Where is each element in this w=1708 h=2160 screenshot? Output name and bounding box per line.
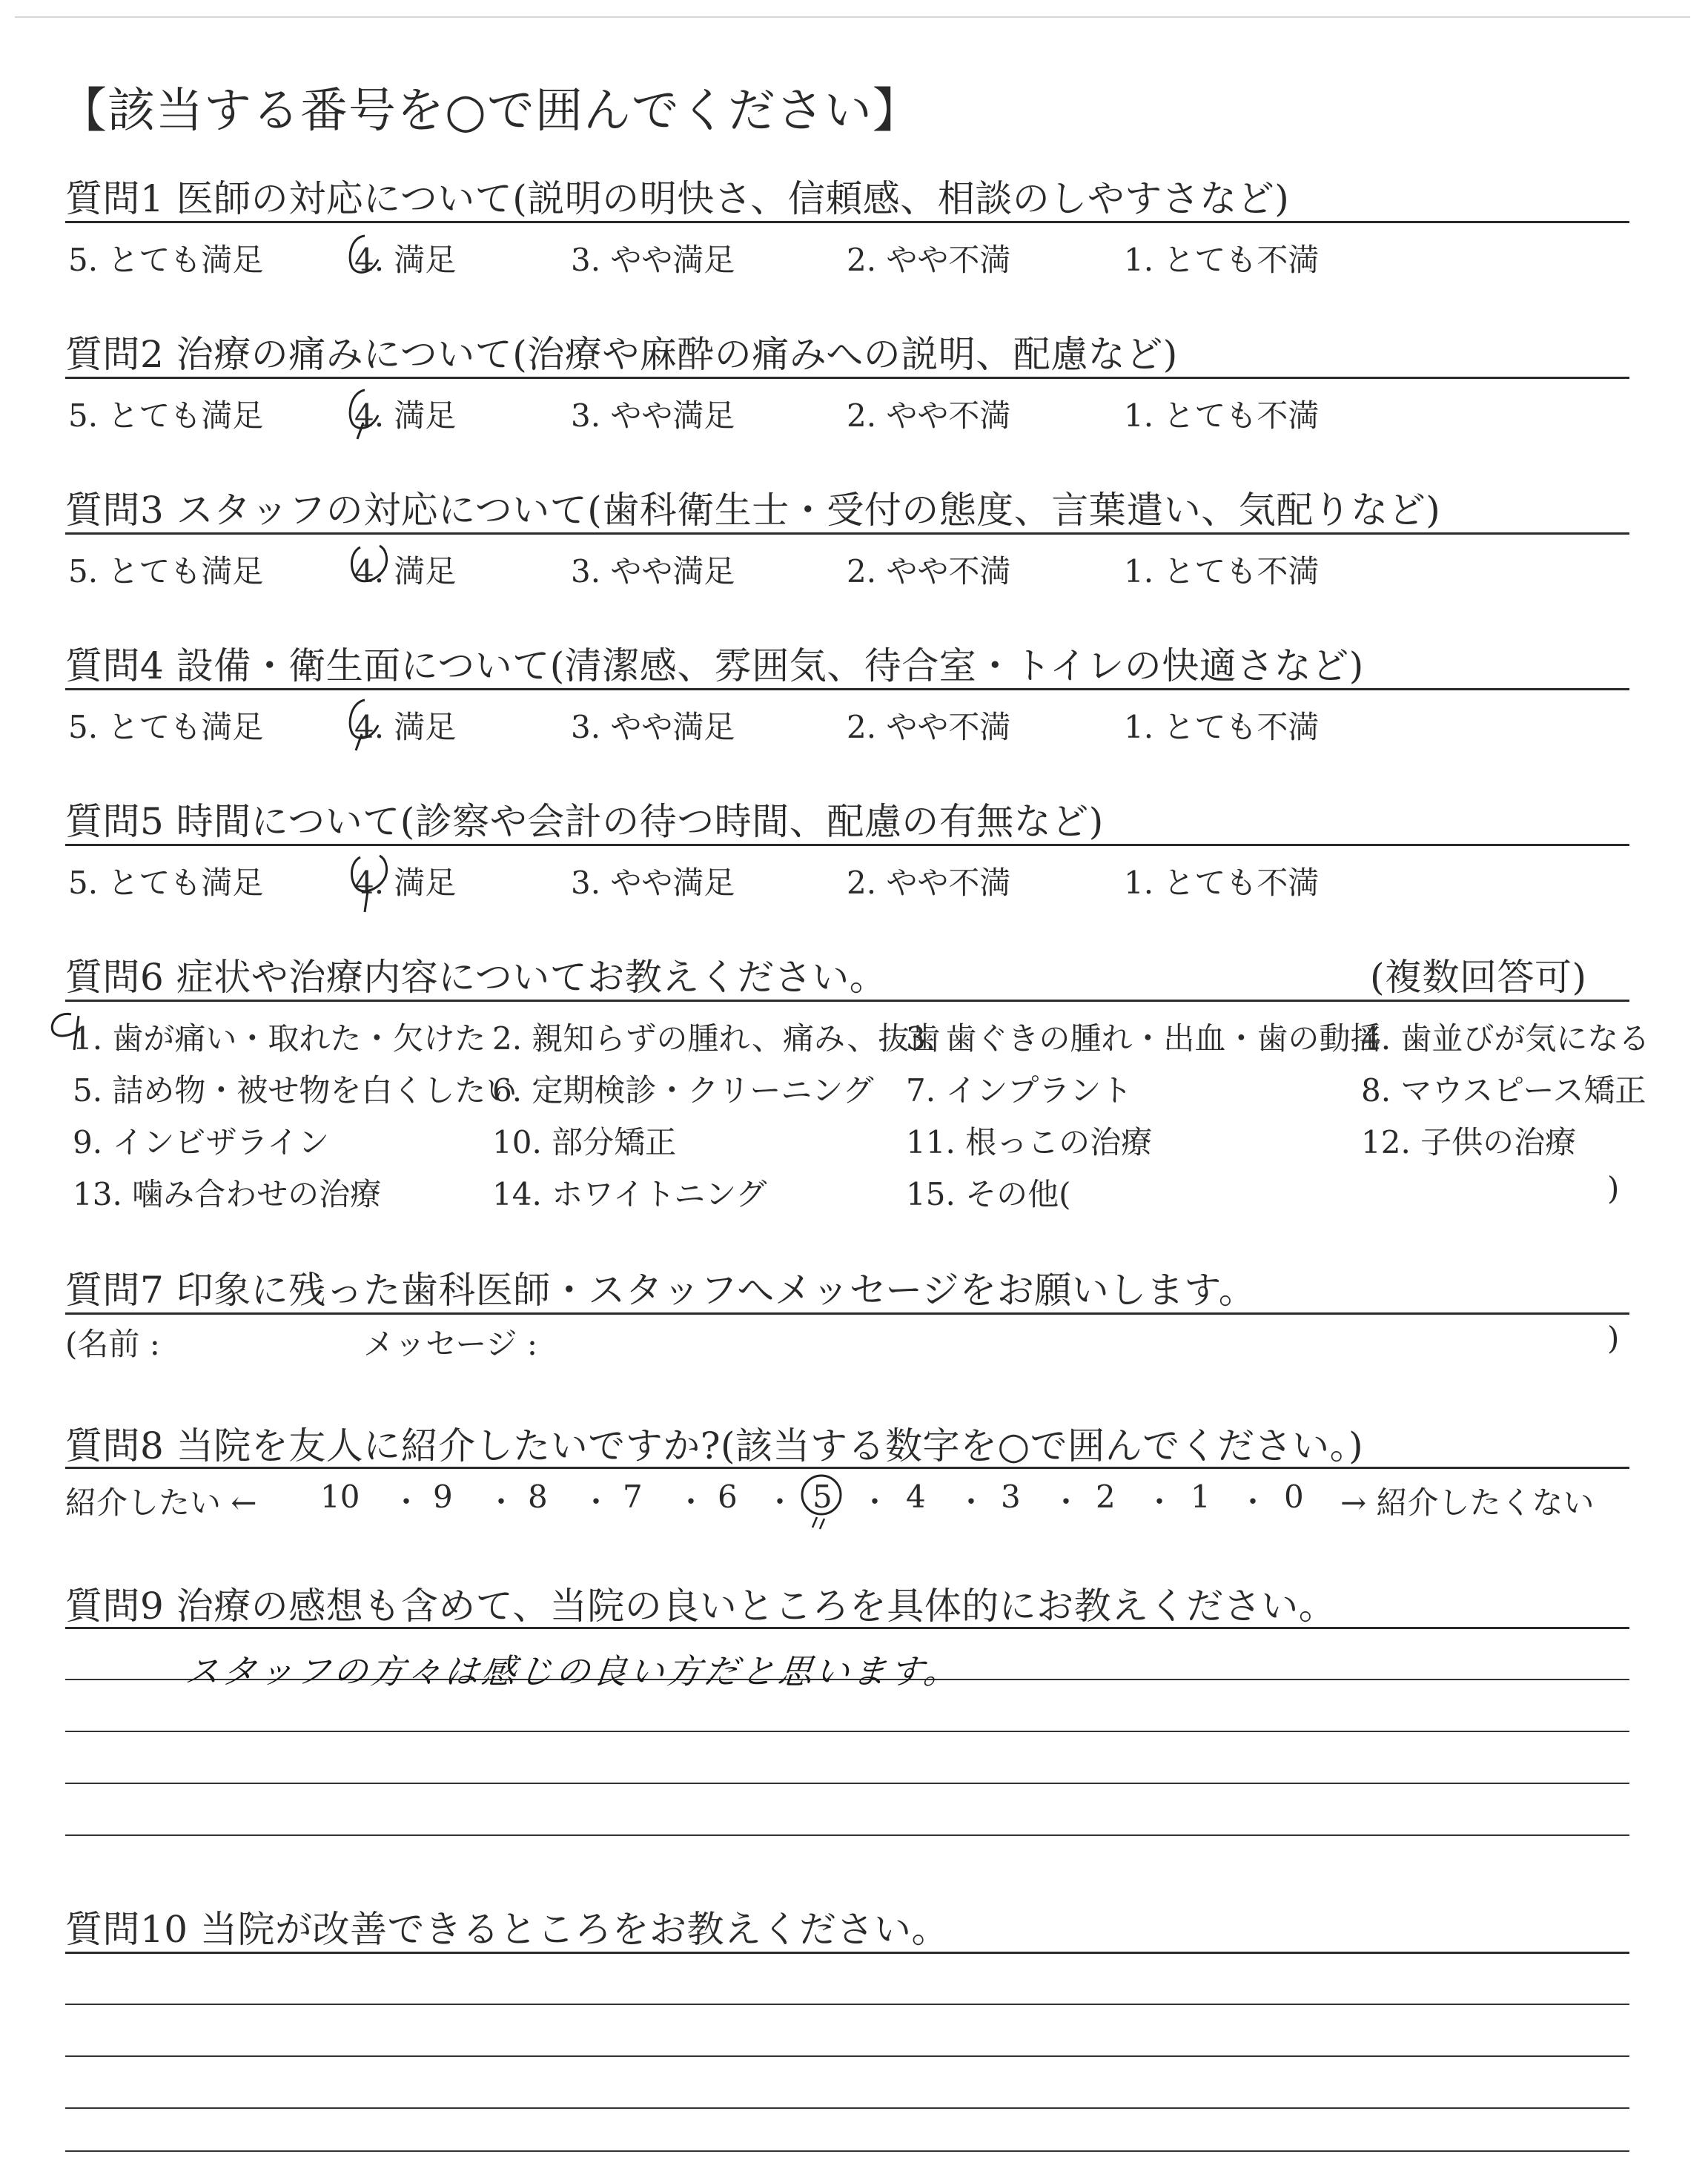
question-6-rule xyxy=(65,1000,1629,1002)
question-5-rule xyxy=(65,844,1629,846)
q6-option-1[interactable]: 1. 歯が痛い・取れた・欠けた xyxy=(73,1020,486,1057)
question-4-label: 質問4 設備・衛生面について(清潔感、雰囲気、待合室・トイレの快適さなど) xyxy=(65,644,1364,687)
q8-separator: ・ xyxy=(486,1485,516,1519)
q4-option-5[interactable]: 5. とても満足 xyxy=(68,709,264,745)
page-top-edge xyxy=(15,16,1690,18)
question-7-rule xyxy=(65,1312,1629,1315)
q5-option-4[interactable]: 4. 満足 xyxy=(354,865,457,901)
q10-writing-line-3 xyxy=(65,2107,1629,2109)
q7-message-label: メッセージ : xyxy=(363,1326,537,1362)
q6-option-2[interactable]: 2. 親知らずの腫れ、痛み、抜歯 xyxy=(492,1020,941,1057)
q1-circle-mark xyxy=(342,230,394,282)
q7-close-paren: ) xyxy=(1607,1320,1620,1356)
q2-circle-mark xyxy=(342,386,394,445)
q8-scale-8[interactable]: 8 xyxy=(528,1479,548,1515)
q8-scale-7[interactable]: 7 xyxy=(623,1479,643,1515)
question-9-label: 質問9 治療の感想も含めて、当院の良いところを具体的にお教えください。 xyxy=(65,1585,1337,1628)
q8-right-label: → 紹介したくない xyxy=(1340,1484,1595,1521)
q4-option-4[interactable]: 4. 満足 xyxy=(354,709,457,745)
q8-scale-3[interactable]: 3 xyxy=(1001,1479,1021,1515)
q2-option-2[interactable]: 2. やや不満 xyxy=(847,397,1011,434)
q8-scale-4[interactable]: 4 xyxy=(906,1479,926,1515)
q6-option-11[interactable]: 11. 根っこの治療 xyxy=(906,1124,1153,1160)
q9-writing-line-3 xyxy=(65,1783,1629,1784)
q1-option-5[interactable]: 5. とても満足 xyxy=(68,242,264,278)
q8-scale-9[interactable]: 9 xyxy=(433,1479,453,1515)
q3-circle-mark xyxy=(342,540,409,592)
q1-option-3[interactable]: 3. やや満足 xyxy=(571,242,735,278)
q8-scale-2[interactable]: 2 xyxy=(1096,1479,1116,1515)
q10-writing-line-2 xyxy=(65,2055,1629,2057)
question-8-rule xyxy=(65,1467,1629,1469)
question-3-rule xyxy=(65,532,1629,535)
q8-scale-10[interactable]: 10 xyxy=(320,1479,360,1515)
q2-option-4[interactable]: 4. 満足 xyxy=(354,397,457,434)
q8-scale-6[interactable]: 6 xyxy=(718,1479,738,1515)
question-9-rule xyxy=(65,1627,1629,1629)
question-1-rule xyxy=(65,221,1629,223)
q7-name-label: (名前 : xyxy=(65,1326,160,1362)
q6-option-1-check-mark xyxy=(44,1007,104,1059)
q4-option-3[interactable]: 3. やや満足 xyxy=(571,709,735,745)
q5-circle-mark xyxy=(342,850,409,916)
q6-option-3[interactable]: 3. 歯ぐきの腫れ・出血・歯の動揺 xyxy=(906,1020,1382,1057)
question-4-rule xyxy=(65,688,1629,690)
question-2-label: 質問2 治療の痛みについて(治療や麻酔の痛みへの説明、配慮など) xyxy=(65,333,1178,376)
page-title: 【該当する番号を○で囲んでください】 xyxy=(59,84,921,139)
question-8-label: 質問8 当院を友人に紹介したいですか?(該当する数字を○で囲んでください。) xyxy=(65,1424,1364,1467)
q9-handwritten-answer: スタッフの方々は感じの良い方だと思います。 xyxy=(182,1651,963,1691)
q2-option-5[interactable]: 5. とても満足 xyxy=(68,397,264,434)
q6-option-15[interactable]: 15. その他( xyxy=(906,1176,1071,1212)
q8-separator: ・ xyxy=(676,1485,706,1519)
question-5-label: 質問5 時間について(診察や会計の待つ時間、配慮の有無など) xyxy=(65,800,1104,843)
question-6-label: 質問6 症状や治療内容についてお教えください。 xyxy=(65,956,887,999)
q10-writing-line-4 xyxy=(65,2150,1629,2152)
q9-writing-line-4 xyxy=(65,1834,1629,1836)
q6-option-6[interactable]: 6. 定期検診・クリーニング xyxy=(492,1072,874,1109)
q2-option-3[interactable]: 3. やや満足 xyxy=(571,397,735,434)
q4-option-1[interactable]: 1. とても不満 xyxy=(1124,709,1320,745)
q8-separator: ・ xyxy=(391,1485,421,1519)
question-3-label: 質問3 スタッフの対応について(歯科衛生士・受付の態度、言葉遣い、気配りなど) xyxy=(65,489,1441,532)
q5-option-2[interactable]: 2. やや不満 xyxy=(847,865,1011,901)
q6-option-5[interactable]: 5. 詰め物・被せ物を白くしたい xyxy=(73,1072,517,1109)
question-6-note: (複数回答可) xyxy=(1370,956,1587,999)
question-1-label: 質問1 医師の対応について(説明の明快さ、信頼感、相談のしやすさなど) xyxy=(65,177,1290,220)
q1-option-4[interactable]: 4. 満足 xyxy=(354,242,457,278)
q8-scale-5[interactable]: 5 xyxy=(812,1479,833,1515)
q1-option-1[interactable]: 1. とても不満 xyxy=(1124,242,1320,278)
q5-option-1[interactable]: 1. とても不満 xyxy=(1124,865,1320,901)
question-10-rule xyxy=(65,1952,1629,1954)
q3-option-2[interactable]: 2. やや不満 xyxy=(847,553,1011,589)
q9-writing-line-2 xyxy=(65,1731,1629,1732)
q3-option-5[interactable]: 5. とても満足 xyxy=(68,553,264,589)
q6-option-8[interactable]: 8. マウスピース矯正 xyxy=(1361,1072,1646,1109)
q8-separator: ・ xyxy=(581,1485,611,1519)
q10-writing-line-1 xyxy=(65,2004,1629,2005)
q6-option-13[interactable]: 13. 噛み合わせの治療 xyxy=(73,1176,382,1212)
question-10-label: 質問10 当院が改善できるところをお教えください。 xyxy=(65,1908,950,1951)
q6-option-7[interactable]: 7. インプラント xyxy=(906,1072,1133,1109)
q8-circle-mark xyxy=(795,1473,854,1532)
q6-option-14[interactable]: 14. ホワイトニング xyxy=(492,1176,767,1212)
q8-left-label: 紹介したい ← xyxy=(65,1484,257,1521)
q3-option-4[interactable]: 4. 満足 xyxy=(354,553,457,589)
q3-option-1[interactable]: 1. とても不満 xyxy=(1124,553,1320,589)
q6-option-15-close: ) xyxy=(1607,1170,1620,1206)
q8-separator: ・ xyxy=(1238,1485,1268,1519)
q5-option-3[interactable]: 3. やや満足 xyxy=(571,865,735,901)
question-2-rule xyxy=(65,377,1629,379)
q8-separator: ・ xyxy=(1051,1485,1081,1519)
q4-option-2[interactable]: 2. やや不満 xyxy=(847,709,1011,745)
question-7-label: 質問7 印象に残った歯科医師・スタッフへメッセージをお願いします。 xyxy=(65,1269,1257,1312)
q8-separator: ・ xyxy=(1145,1485,1174,1519)
q8-separator: ・ xyxy=(860,1485,890,1519)
q6-option-10[interactable]: 10. 部分矯正 xyxy=(492,1124,677,1160)
q8-scale-0[interactable]: 0 xyxy=(1284,1479,1304,1515)
q6-option-9[interactable]: 9. インビザライン xyxy=(73,1124,330,1160)
q6-option-12[interactable]: 12. 子供の治療 xyxy=(1361,1124,1577,1160)
q8-scale-1[interactable]: 1 xyxy=(1191,1479,1211,1515)
q2-option-1[interactable]: 1. とても不満 xyxy=(1124,397,1320,434)
q5-option-5[interactable]: 5. とても満足 xyxy=(68,865,264,901)
q8-separator: ・ xyxy=(956,1485,986,1519)
q4-circle-mark xyxy=(342,696,394,755)
q1-option-2[interactable]: 2. やや不満 xyxy=(847,242,1011,278)
q6-option-4[interactable]: 4. 歯並びが気になる xyxy=(1361,1020,1650,1057)
q3-option-3[interactable]: 3. やや満足 xyxy=(571,553,735,589)
q8-separator: ・ xyxy=(765,1485,795,1519)
